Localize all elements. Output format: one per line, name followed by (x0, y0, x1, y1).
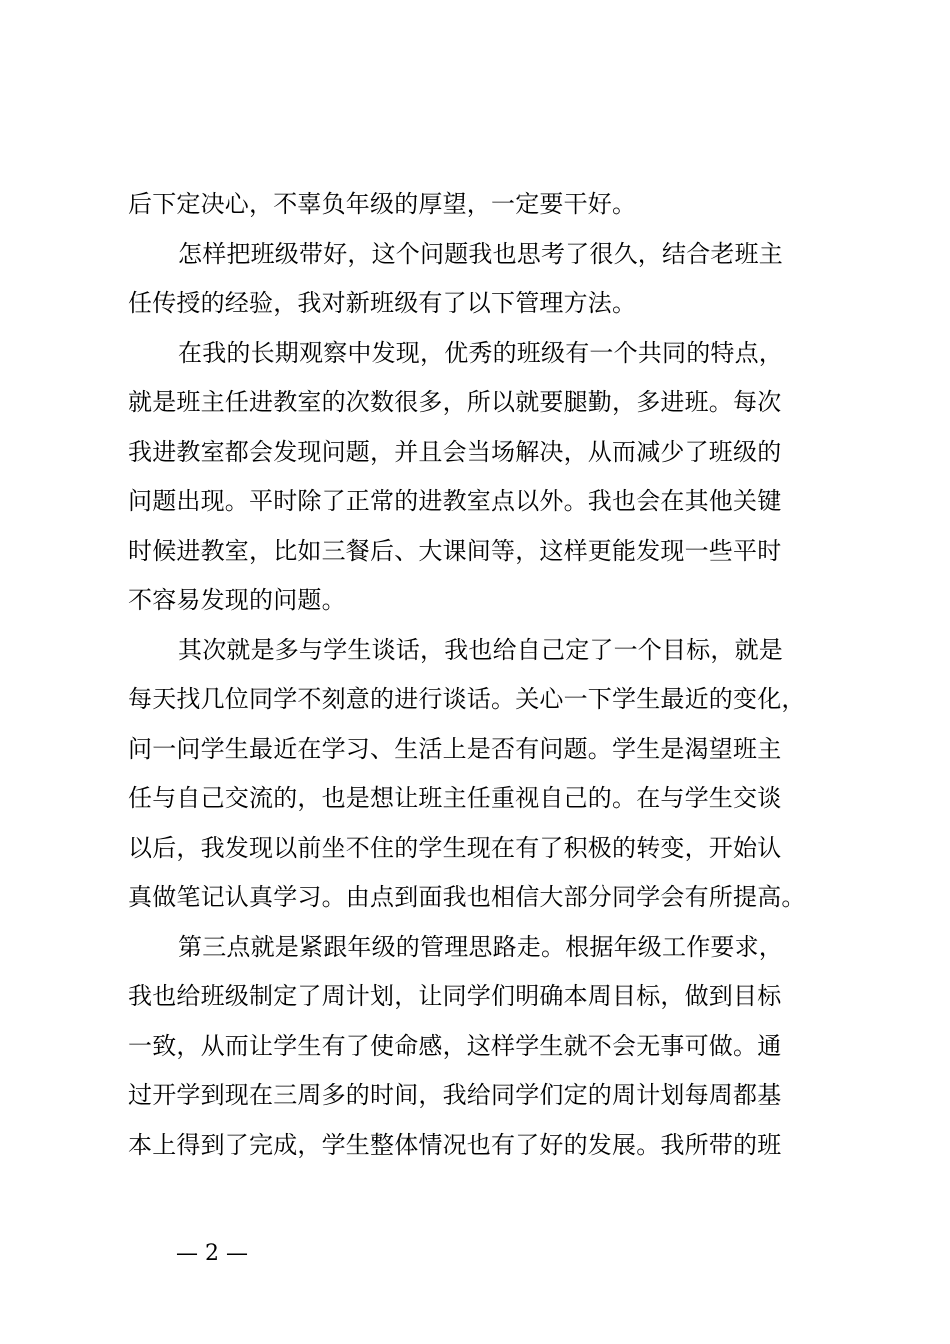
text-line: 问题出现。平时除了正常的进教室点以外。我也会在其他关键 (128, 487, 782, 515)
text-line: 问一问学生最近在学习、生活上是否有问题。学生是渴望班主 (128, 734, 782, 763)
text-line: 后下定决心，不辜负年级的厚望，一定要干好。 (128, 190, 637, 218)
text-line: 一致，从而让学生有了使命感，这样学生就不会无事可做。通 (128, 1031, 782, 1060)
text-line: 在我的长期观察中发现，优秀的班级有一个共同的特点， (178, 338, 783, 367)
text-line: 我进教室都会发现问题，并且会当场解决，从而减少了班级的 (128, 437, 782, 466)
text-line: 真做笔记认真学习。由点到面我也相信大部分同学会有所提高。 (128, 883, 806, 911)
text-line: 任与自己交流的，也是想让班主任重视自己的。在与学生交谈 (128, 784, 782, 812)
text-line: 我也给班级制定了周计划，让同学们明确本周目标，做到目标 (128, 982, 782, 1010)
text-line: 每天找几位同学不刻意的进行谈话。关心一下学生最近的变化， (128, 685, 806, 713)
page-number: — 2 — (176, 1241, 248, 1266)
text-line: 任传授的经验，我对新班级有了以下管理方法。 (128, 289, 637, 317)
text-line: 本上得到了完成，学生整体情况也有了好的发展。我所带的班 (128, 1130, 782, 1159)
text-line: 时候进教室，比如三餐后、大课间等，这样更能发现一些平时 (128, 536, 782, 565)
text-line: 不容易发现的问题。 (128, 586, 346, 614)
body-text (128, 180, 844, 1170)
text-line: 怎样把班级带好，这个问题我也思考了很久，结合老班主 (178, 239, 783, 268)
text-line: 过开学到现在三周多的时间，我给同学们定的周计划每周都基 (128, 1081, 782, 1109)
text-line: 其次就是多与学生谈话，我也给自己定了一个目标，就是 (178, 635, 783, 664)
text-line: 以后，我发现以前坐不住的学生现在有了积极的转变，开始认 (128, 833, 782, 862)
text-line: 就是班主任进教室的次数很多，所以就要腿勤，多进班。每次 (128, 388, 782, 416)
text-line: 第三点就是紧跟年级的管理思路走。根据年级工作要求， (178, 932, 783, 961)
